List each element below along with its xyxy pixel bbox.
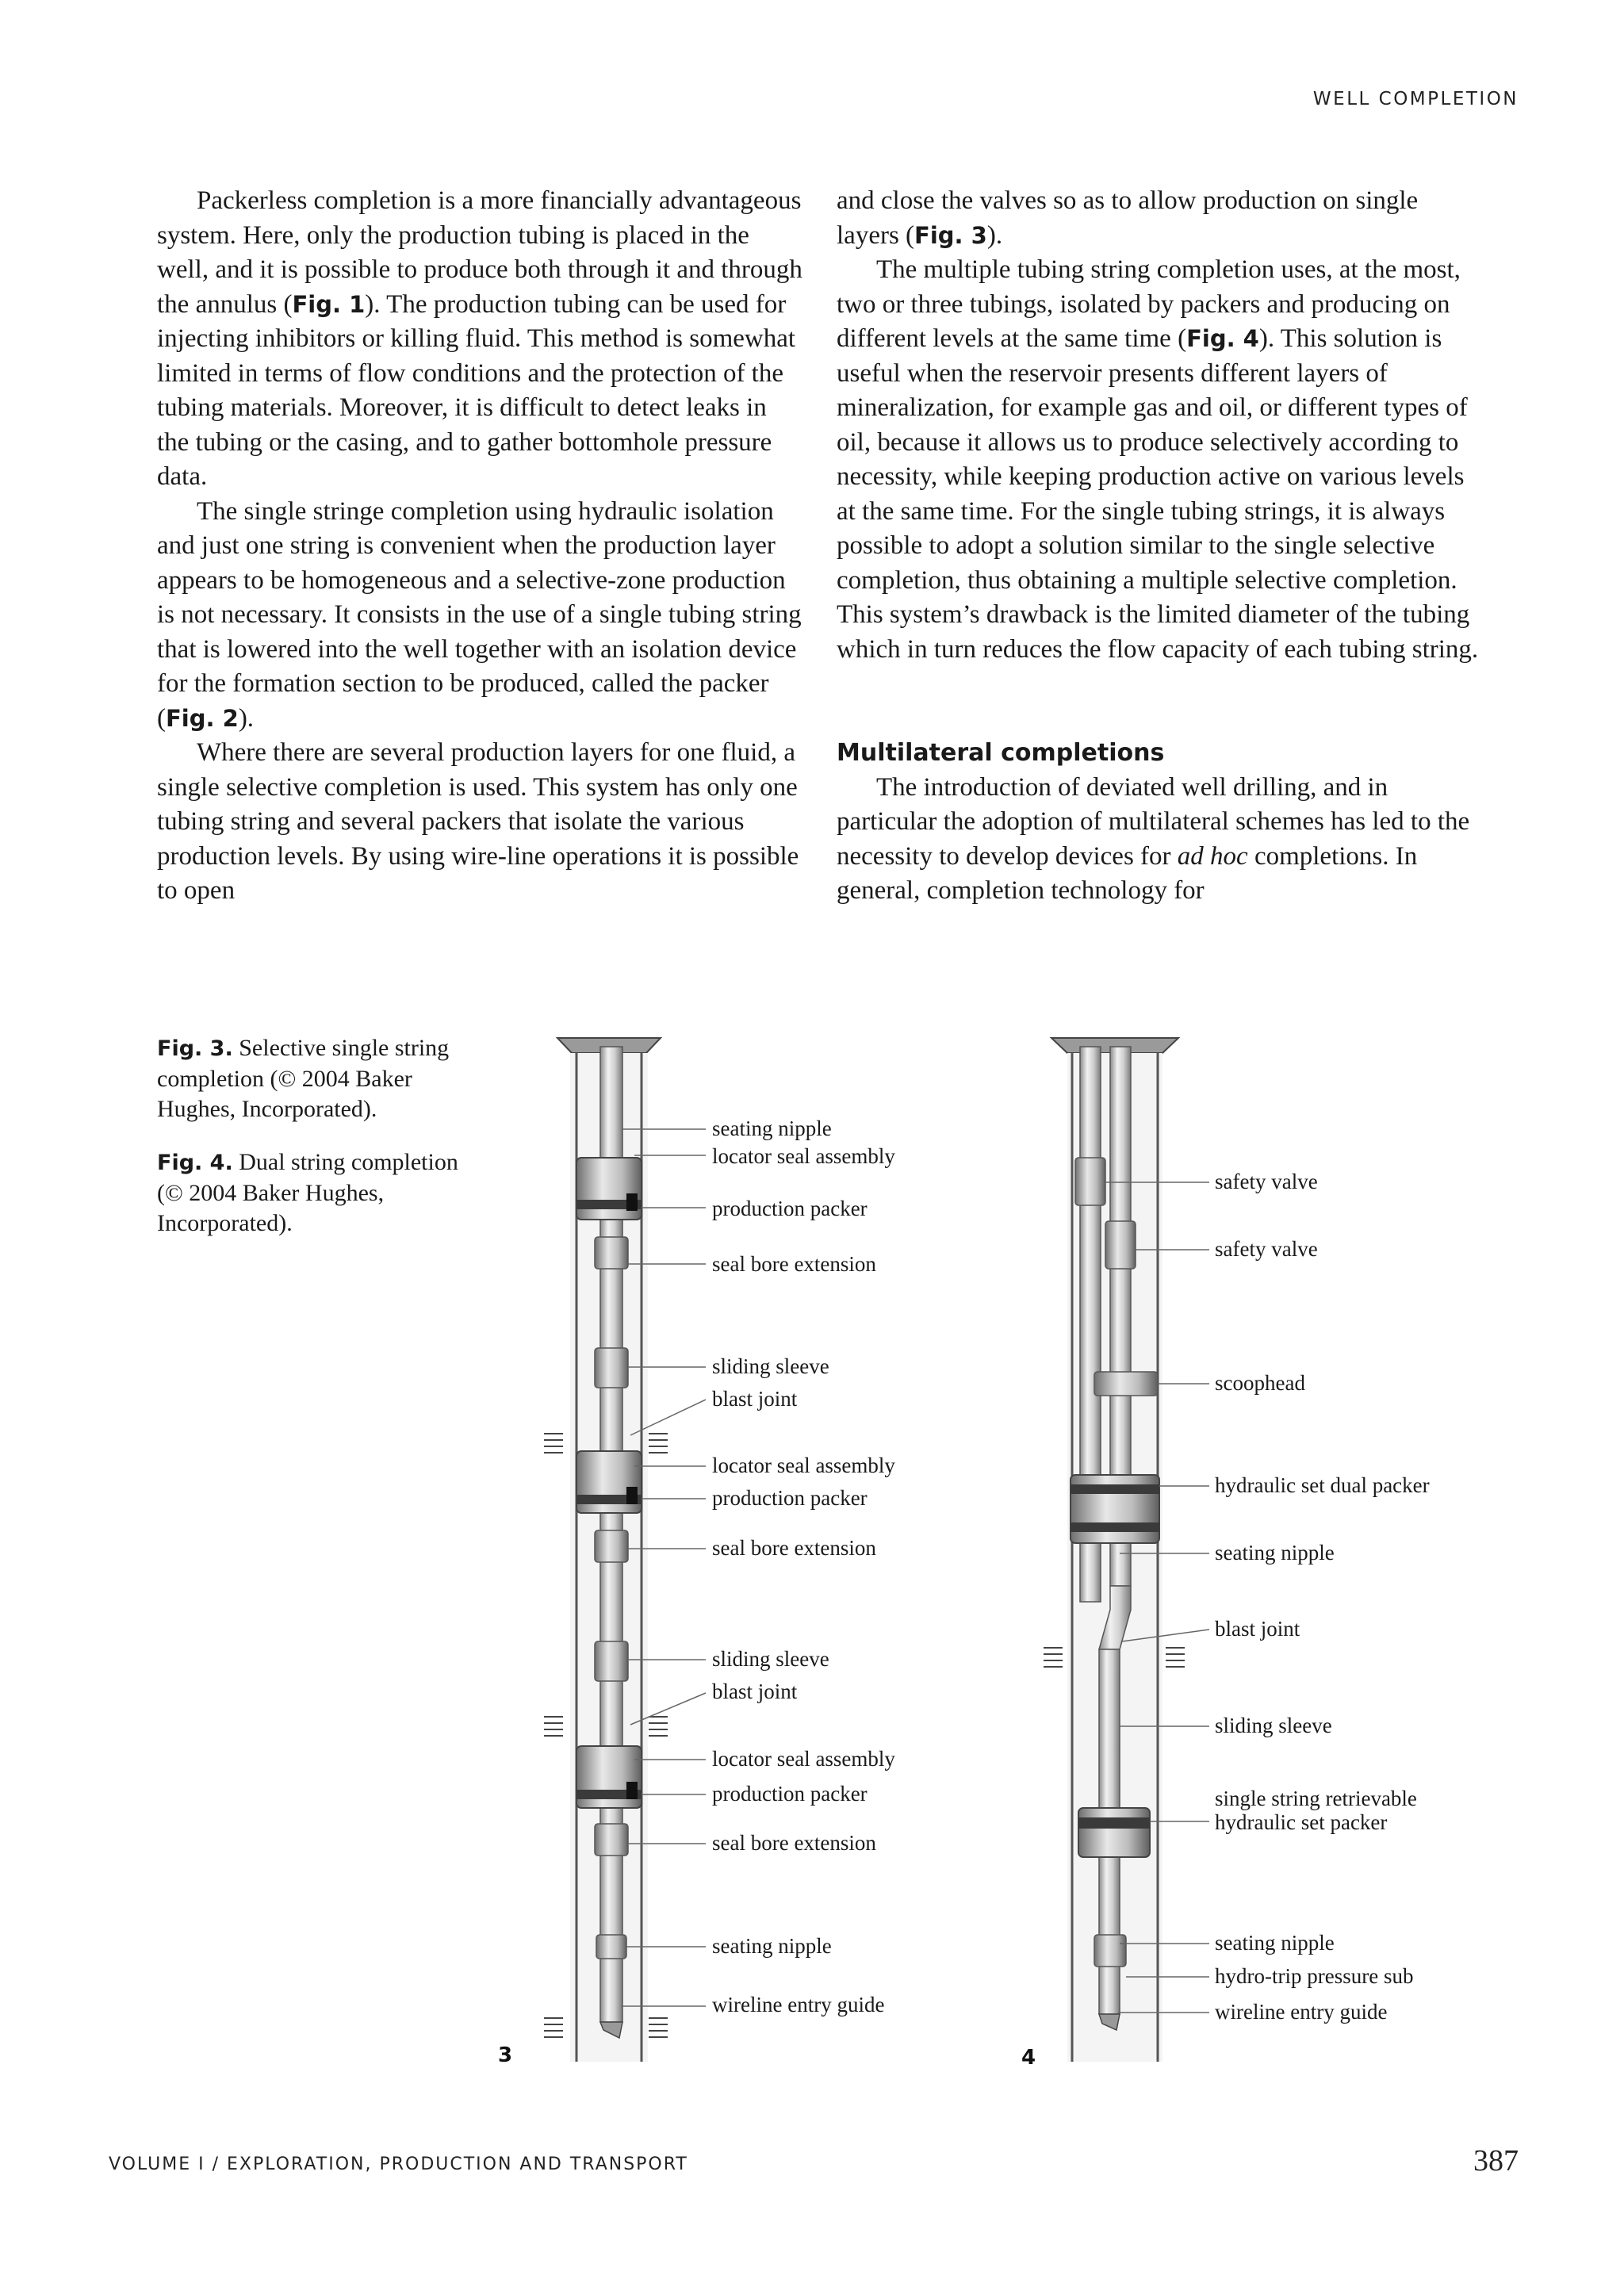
paragraph-continuation: and close the valves so as to allow production on single layers (Fig. 3). xyxy=(837,186,1419,250)
fig4-label-11: hydro-trip pressure sub xyxy=(1215,1964,1414,1988)
fig-ref: Fig. 2 xyxy=(166,704,239,732)
footer-volume: VOLUME I / EXPLORATION, PRODUCTION AND TRANSPORT xyxy=(109,2154,688,2174)
section-heading: Multilateral completions xyxy=(837,739,1165,767)
figure-3-illustration xyxy=(498,1038,895,2067)
fig4-label-3: scoophead xyxy=(1215,1371,1305,1395)
caption-fig3: Fig. 3. Selective single string completion (© 2004 Baker Hughes, Incorporated). xyxy=(157,1035,450,1122)
paragraph-packerless: Packerless completion is a more financially advantageous system. Here, only the production tubing is placed in the well, and it is possible to produce both through it and through the annulus (Fig. 1). The production tubing can be used for injecting inhibitors or killing fluid. This method is somewhat limited in terms of flow conditions and the protection of the tubing materials. Moreover, it is difficult to detect leaks in the tubing or the casing, and to gather bottomhole pressure data. xyxy=(157,186,802,491)
fig4-label-5: seating nipple xyxy=(1215,1541,1335,1565)
fig4-label-10: seating nipple xyxy=(1215,1931,1335,1955)
fig3-label-5: sliding sleeve xyxy=(712,1354,829,1378)
fig-ref: Fig. 3 xyxy=(914,221,987,249)
paragraph-multiple-tubing: The multiple tubing string completion uses, at the most, two or three tubings, isolated by packers and producing on different levels at the same time (Fig. 4). This solution is useful when the reservoir presents different layers of mineralization, for example gas and oil, or different types of oil, because it allows us to produce selectively according to necessity, while keeping production active on various levels at the same time. For the single tubing strings, it is always possible to adopt a solution similar to the single selective completion, thus obtaining a multiple selective completion. This system’s drawback is the limited diameter of the tubing which in turn reduces the flow capacity of each tubing string. xyxy=(837,255,1479,664)
fig3-label-4: seal bore extension xyxy=(712,1252,876,1276)
fig3-label-6: blast joint xyxy=(712,1387,798,1411)
paragraph-single-string: The single stringe completion using hydraulic isolation and just one string is convenient when the production layer appears to be homogeneous and a selective-zone production is not necessary. It consists in the use of a single tubing string that is lowered into the well together with an isolation device for the formation section to be produced, called the packer (Fig. 2). xyxy=(157,496,802,733)
fig4-label-2: safety valve xyxy=(1215,1237,1318,1261)
fig3-label-3: production packer xyxy=(712,1197,868,1220)
running-header: WELL COMPLETION xyxy=(1312,89,1519,109)
fig4-label-12: wireline entry guide xyxy=(1215,2000,1388,2024)
figure-3-number: 3 xyxy=(498,2043,513,2067)
fig-ref: Fig. 1 xyxy=(292,290,366,318)
caption-fig4: Fig. 4. Dual string completion (© 2004 Baker Hughes, Incorporated). xyxy=(157,1149,458,1236)
figure-4-illustration xyxy=(1021,1038,1430,2070)
fig4-label-4: hydraulic set dual packer xyxy=(1215,1473,1430,1497)
figure-4-number: 4 xyxy=(1021,2046,1036,2070)
fig3-label-1: seating nipple xyxy=(712,1116,832,1140)
fig3-label-14: seal bore extension xyxy=(712,1831,876,1855)
fig-ref: Fig. 4 xyxy=(1186,325,1259,352)
fig4-label-8: single string retrievable xyxy=(1215,1787,1417,1810)
fig4-label-7: sliding sleeve xyxy=(1215,1714,1332,1737)
fig3-label-12: locator seal assembly xyxy=(712,1747,895,1771)
paragraph-multilateral: The introduction of deviated well drilling, and in particular the adoption of multilateral schemes has led to the necessity to develop devices for ad hoc completions. In general, completion technology for xyxy=(837,772,1470,905)
fig4-label-9: hydraulic set packer xyxy=(1215,1810,1388,1834)
fig3-label-2: locator seal assembly xyxy=(712,1144,895,1168)
paragraph-single-selective: Where there are several production layers for one fluid, a single selective completion is used. This system has only one tubing string and several packers that isolate the various production levels. By using wire-line operations it is possible to open xyxy=(157,738,799,905)
fig3-label-13: production packer xyxy=(712,1782,868,1806)
fig3-label-9: seal bore extension xyxy=(712,1536,876,1560)
fig3-label-10: sliding sleeve xyxy=(712,1647,829,1671)
fig4-label-1: safety valve xyxy=(1215,1170,1318,1193)
fig3-label-11: blast joint xyxy=(712,1679,798,1703)
fig3-label-15: seating nipple xyxy=(712,1934,832,1958)
fig4-label-6: blast joint xyxy=(1215,1617,1300,1641)
fig3-label-7: locator seal assembly xyxy=(712,1453,895,1477)
fig3-label-8: production packer xyxy=(712,1486,868,1510)
page-number: 387 xyxy=(1473,2144,1519,2177)
fig3-label-16: wireline entry guide xyxy=(712,1993,885,2016)
